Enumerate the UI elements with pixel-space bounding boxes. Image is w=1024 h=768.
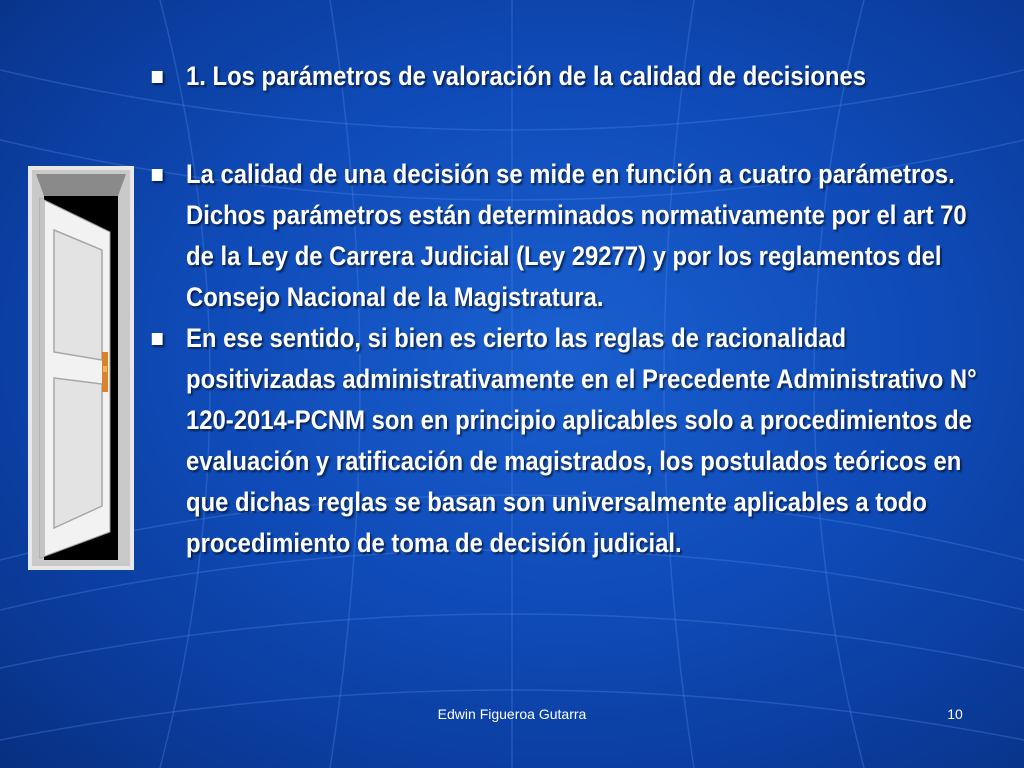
bullet-item-heading (150, 56, 1001, 97)
bullet-text: En ese sentido, si bien es cierto las reglas de racionalidad positivizadas administrativamente en el Precedente Administrativo N° 120-2014-PCNM son en principio aplicables solo a procedimientos de evaluación y ratificación de magistrados, los postulados teóricos en que dichas reglas se basan son universalmente aplicables a todo procedimiento de toma de decisión judicial. (186, 323, 977, 558)
bullet-text: 1. Los parámetros de valoración de la calidad de decisiones (186, 61, 866, 91)
open-door-image (28, 166, 134, 570)
bullet-text: La calidad de una decisión se mide en función a cuatro parámetros. Dichos parámetros están determinados normativamente por el art 70 de la Ley de Carrera Judicial (Ley 29277) y por los reglamentos del Consejo Nacional de la Magistratura. (186, 159, 967, 312)
bullet-list (150, 56, 1000, 564)
footer-author: Edwin Figueroa Gutarra (437, 706, 587, 722)
square-bullet-icon (152, 333, 163, 345)
square-bullet-icon (152, 71, 163, 83)
bullet-item (150, 318, 1001, 564)
bullet-item (150, 154, 1001, 318)
square-bullet-icon (152, 169, 163, 181)
page-number: 10 (947, 706, 963, 722)
